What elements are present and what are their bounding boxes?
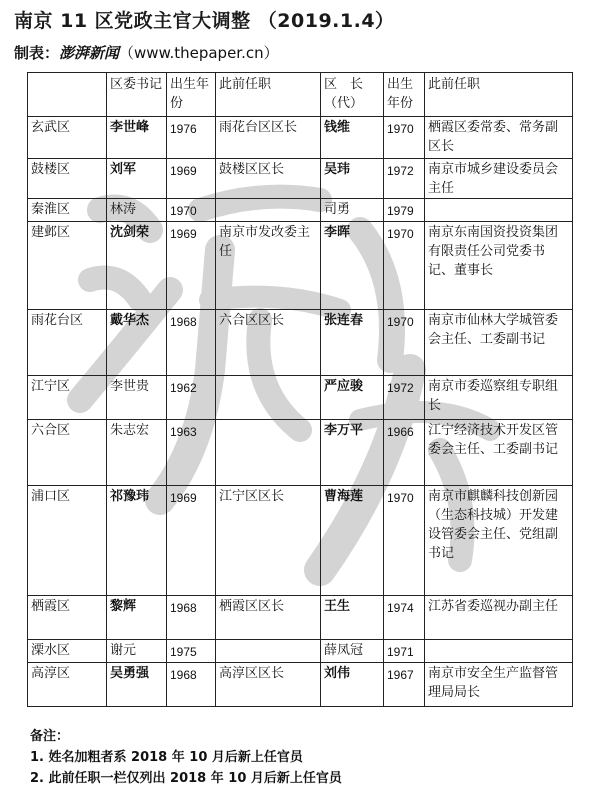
head-cell: 吴玮 [321, 159, 384, 199]
head-previous-cell: 南京市委巡察组专职组长 [425, 376, 573, 420]
maker-url: （www.thepaper.cn） [119, 44, 279, 62]
header-head-previous: 此前任职 [425, 73, 573, 117]
head-year-cell: 1970 [384, 222, 425, 310]
head-cell: 司勇 [321, 199, 384, 222]
district-cell: 栖霞区 [28, 596, 107, 640]
head-year-cell: 1972 [384, 376, 425, 420]
head-year-cell: 1970 [384, 117, 425, 159]
district-cell: 雨花台区 [28, 310, 107, 376]
head-year-cell: 1970 [384, 310, 425, 376]
secretary-previous-cell: 六合区区长 [216, 310, 321, 376]
secretary-year-cell: 1975 [167, 640, 216, 663]
district-cell: 六合区 [28, 420, 107, 486]
district-cell: 浦口区 [28, 486, 107, 596]
district-cell: 溧水区 [28, 640, 107, 663]
secretary-cell: 沈剑荣 [107, 222, 167, 310]
head-year-cell: 1971 [384, 640, 425, 663]
secretary-cell: 黎辉 [107, 596, 167, 640]
head-year-cell: 1972 [384, 159, 425, 199]
secretary-previous-cell: 高淳区区长 [216, 663, 321, 707]
table-row [28, 310, 573, 376]
secretary-year-cell: 1969 [167, 222, 216, 310]
secretary-cell: 李世贵 [107, 376, 167, 420]
maker-brand: 澎湃新闻 [59, 44, 120, 62]
head-previous-cell: 南京市仙林大学城管委会主任、工委副书记 [425, 310, 573, 376]
secretary-cell: 朱志宏 [107, 420, 167, 486]
header-secretary: 区委书记 [107, 73, 167, 117]
head-year-cell: 1967 [384, 663, 425, 707]
secretary-previous-cell: 栖霞区区长 [216, 596, 321, 640]
head-cell: 刘伟 [321, 663, 384, 707]
secretary-cell: 李世峰 [107, 117, 167, 159]
secretary-cell: 林涛 [107, 199, 167, 222]
note-item: 2. 此前任职一栏仅列出 2018 年 10 月后新上任官员 [30, 771, 342, 786]
head-cell: 严应骏 [321, 376, 384, 420]
head-previous-cell: 江苏省委巡视办副主任 [425, 596, 573, 640]
table-row [28, 420, 573, 486]
note-item: 1. 姓名加粗者系 2018 年 10 月后新上任官员 [30, 750, 303, 765]
head-cell: 李万平 [321, 420, 384, 486]
head-year-cell: 1979 [384, 199, 425, 222]
header-head: 区 长（代） [321, 73, 384, 117]
table-row [28, 199, 573, 222]
secretary-year-cell: 1962 [167, 376, 216, 420]
head-cell: 钱维 [321, 117, 384, 159]
secretary-previous-cell: 雨花台区区长 [216, 117, 321, 159]
head-previous-cell [425, 640, 573, 663]
secretary-year-cell: 1969 [167, 159, 216, 199]
table-row [28, 222, 573, 310]
head-cell: 张连春 [321, 310, 384, 376]
head-year-cell: 1974 [384, 596, 425, 640]
secretary-previous-cell: 南京市发改委主任 [216, 222, 321, 310]
head-cell: 薛凤冠 [321, 640, 384, 663]
page-title: 南京 11 区党政主官大调整 （2019.1.4） [14, 10, 395, 32]
secretary-previous-cell [216, 376, 321, 420]
officials-table [27, 72, 573, 707]
secretary-previous-cell: 江宁区区长 [216, 486, 321, 596]
header-secretary-year: 出生年份 [167, 73, 216, 117]
head-previous-cell [425, 199, 573, 222]
table-maker [14, 42, 279, 63]
table-row [28, 159, 573, 199]
head-previous-cell: 栖霞区委常委、常务副区长 [425, 117, 573, 159]
secretary-cell: 戴华杰 [107, 310, 167, 376]
district-cell: 高淳区 [28, 663, 107, 707]
head-previous-cell: 南京市安全生产监督管理局局长 [425, 663, 573, 707]
notes [30, 726, 342, 789]
secretary-year-cell: 1970 [167, 199, 216, 222]
header-district [28, 73, 107, 117]
head-previous-cell: 南京市麒麟科技创新园（生态科技城）开发建设管委会主任、党组副书记 [425, 486, 573, 596]
secretary-previous-cell [216, 640, 321, 663]
secretary-previous-cell [216, 199, 321, 222]
table-row [28, 663, 573, 707]
head-previous-cell: 江宁经济技术开发区管委会主任、工委副书记 [425, 420, 573, 486]
header-secretary-previous: 此前任职 [216, 73, 321, 117]
district-cell: 江宁区 [28, 376, 107, 420]
secretary-previous-cell: 鼓楼区区长 [216, 159, 321, 199]
secretary-year-cell: 1963 [167, 420, 216, 486]
secretary-year-cell: 1968 [167, 596, 216, 640]
secretary-cell: 谢元 [107, 640, 167, 663]
notes-heading: 备注： [30, 729, 70, 744]
secretary-cell: 刘军 [107, 159, 167, 199]
table-row [28, 486, 573, 596]
table-row [28, 117, 573, 159]
district-cell: 秦淮区 [28, 199, 107, 222]
district-cell: 鼓楼区 [28, 159, 107, 199]
secretary-year-cell: 1968 [167, 663, 216, 707]
table-row [28, 376, 573, 420]
table-row [28, 596, 573, 640]
secretary-year-cell: 1968 [167, 310, 216, 376]
table-header-row [28, 73, 573, 117]
district-cell: 玄武区 [28, 117, 107, 159]
header-head-year: 出生年份 [384, 73, 425, 117]
secretary-cell: 吴勇强 [107, 663, 167, 707]
secretary-cell: 祁豫玮 [107, 486, 167, 596]
head-year-cell: 1970 [384, 486, 425, 596]
secretary-previous-cell [216, 420, 321, 486]
head-cell: 曹海莲 [321, 486, 384, 596]
head-year-cell: 1966 [384, 420, 425, 486]
secretary-year-cell: 1976 [167, 117, 216, 159]
head-cell: 李晖 [321, 222, 384, 310]
table-row [28, 640, 573, 663]
head-previous-cell: 南京市城乡建设委员会主任 [425, 159, 573, 199]
head-previous-cell: 南京东南国资投资集团有限责任公司党委书记、董事长 [425, 222, 573, 310]
district-cell: 建邺区 [28, 222, 107, 310]
secretary-year-cell: 1969 [167, 486, 216, 596]
head-cell: 王生 [321, 596, 384, 640]
maker-label: 制表： [14, 44, 60, 62]
